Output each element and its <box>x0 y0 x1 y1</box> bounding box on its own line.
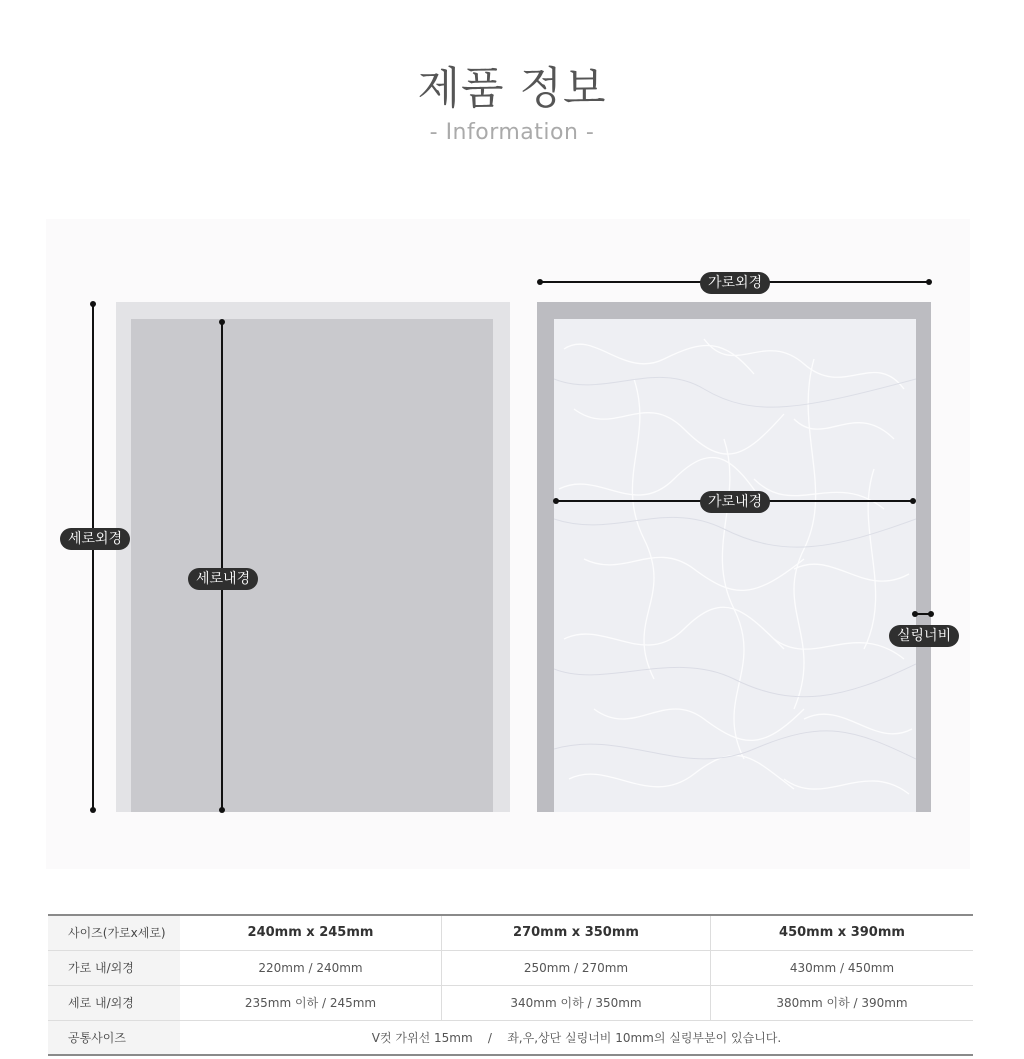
row-label: 사이즈(가로x세로) <box>48 915 180 950</box>
table-row <box>48 985 973 1020</box>
table-cell: 450mm x 390mm <box>711 915 974 950</box>
dimension-endpoint <box>219 319 225 325</box>
dimension-endpoint <box>90 807 96 813</box>
bag-inner-illustration <box>131 319 493 812</box>
row-label: 공통사이즈 <box>48 1020 180 1055</box>
table-cell: 380mm 이하 / 390mm <box>711 985 974 1020</box>
page-title: 제품 정보 <box>417 63 607 114</box>
dimension-endpoint <box>910 498 916 504</box>
row-label: 세로 내/외경 <box>48 985 180 1020</box>
bag-fiber-texture <box>554 319 916 812</box>
dimension-endpoint <box>553 498 559 504</box>
dimension-endpoint <box>219 807 225 813</box>
table-cell: 430mm / 450mm <box>711 950 974 985</box>
dimension-endpoint <box>90 301 96 307</box>
label-vertical-outer: 세로외경 <box>60 528 130 550</box>
table-cell: 240mm x 245mm <box>180 915 442 950</box>
common-size-note: V컷 가위선 15mm / 좌,우,상단 실링너비 10mm의 실링부분이 있습니다. <box>180 1020 973 1055</box>
label-horizontal-outer: 가로외경 <box>700 272 770 294</box>
label-seal-width: 실링너비 <box>889 625 959 647</box>
label-horizontal-inner: 가로내경 <box>700 491 770 513</box>
spec-table <box>48 914 973 1056</box>
dimension-endpoint <box>912 611 918 617</box>
dimension-endpoint <box>928 611 934 617</box>
row-label: 가로 내/외경 <box>48 950 180 985</box>
fiber-texture-pattern <box>554 319 916 812</box>
vertical-inner-dimension-line <box>221 322 223 810</box>
dimension-endpoint <box>537 279 543 285</box>
table-cell: 235mm 이하 / 245mm <box>180 985 442 1020</box>
table-cell: 270mm x 350mm <box>442 915 711 950</box>
table-row <box>48 950 973 985</box>
table-row <box>48 915 973 950</box>
table-cell: 220mm / 240mm <box>180 950 442 985</box>
table-cell: 340mm 이하 / 350mm <box>442 985 711 1020</box>
table-cell: 250mm / 270mm <box>442 950 711 985</box>
vertical-outer-dimension-line <box>92 304 94 810</box>
label-vertical-inner: 세로내경 <box>188 568 258 590</box>
dimension-endpoint <box>926 279 932 285</box>
table-row <box>48 1020 973 1055</box>
page-subtitle: - Information - <box>429 120 595 145</box>
